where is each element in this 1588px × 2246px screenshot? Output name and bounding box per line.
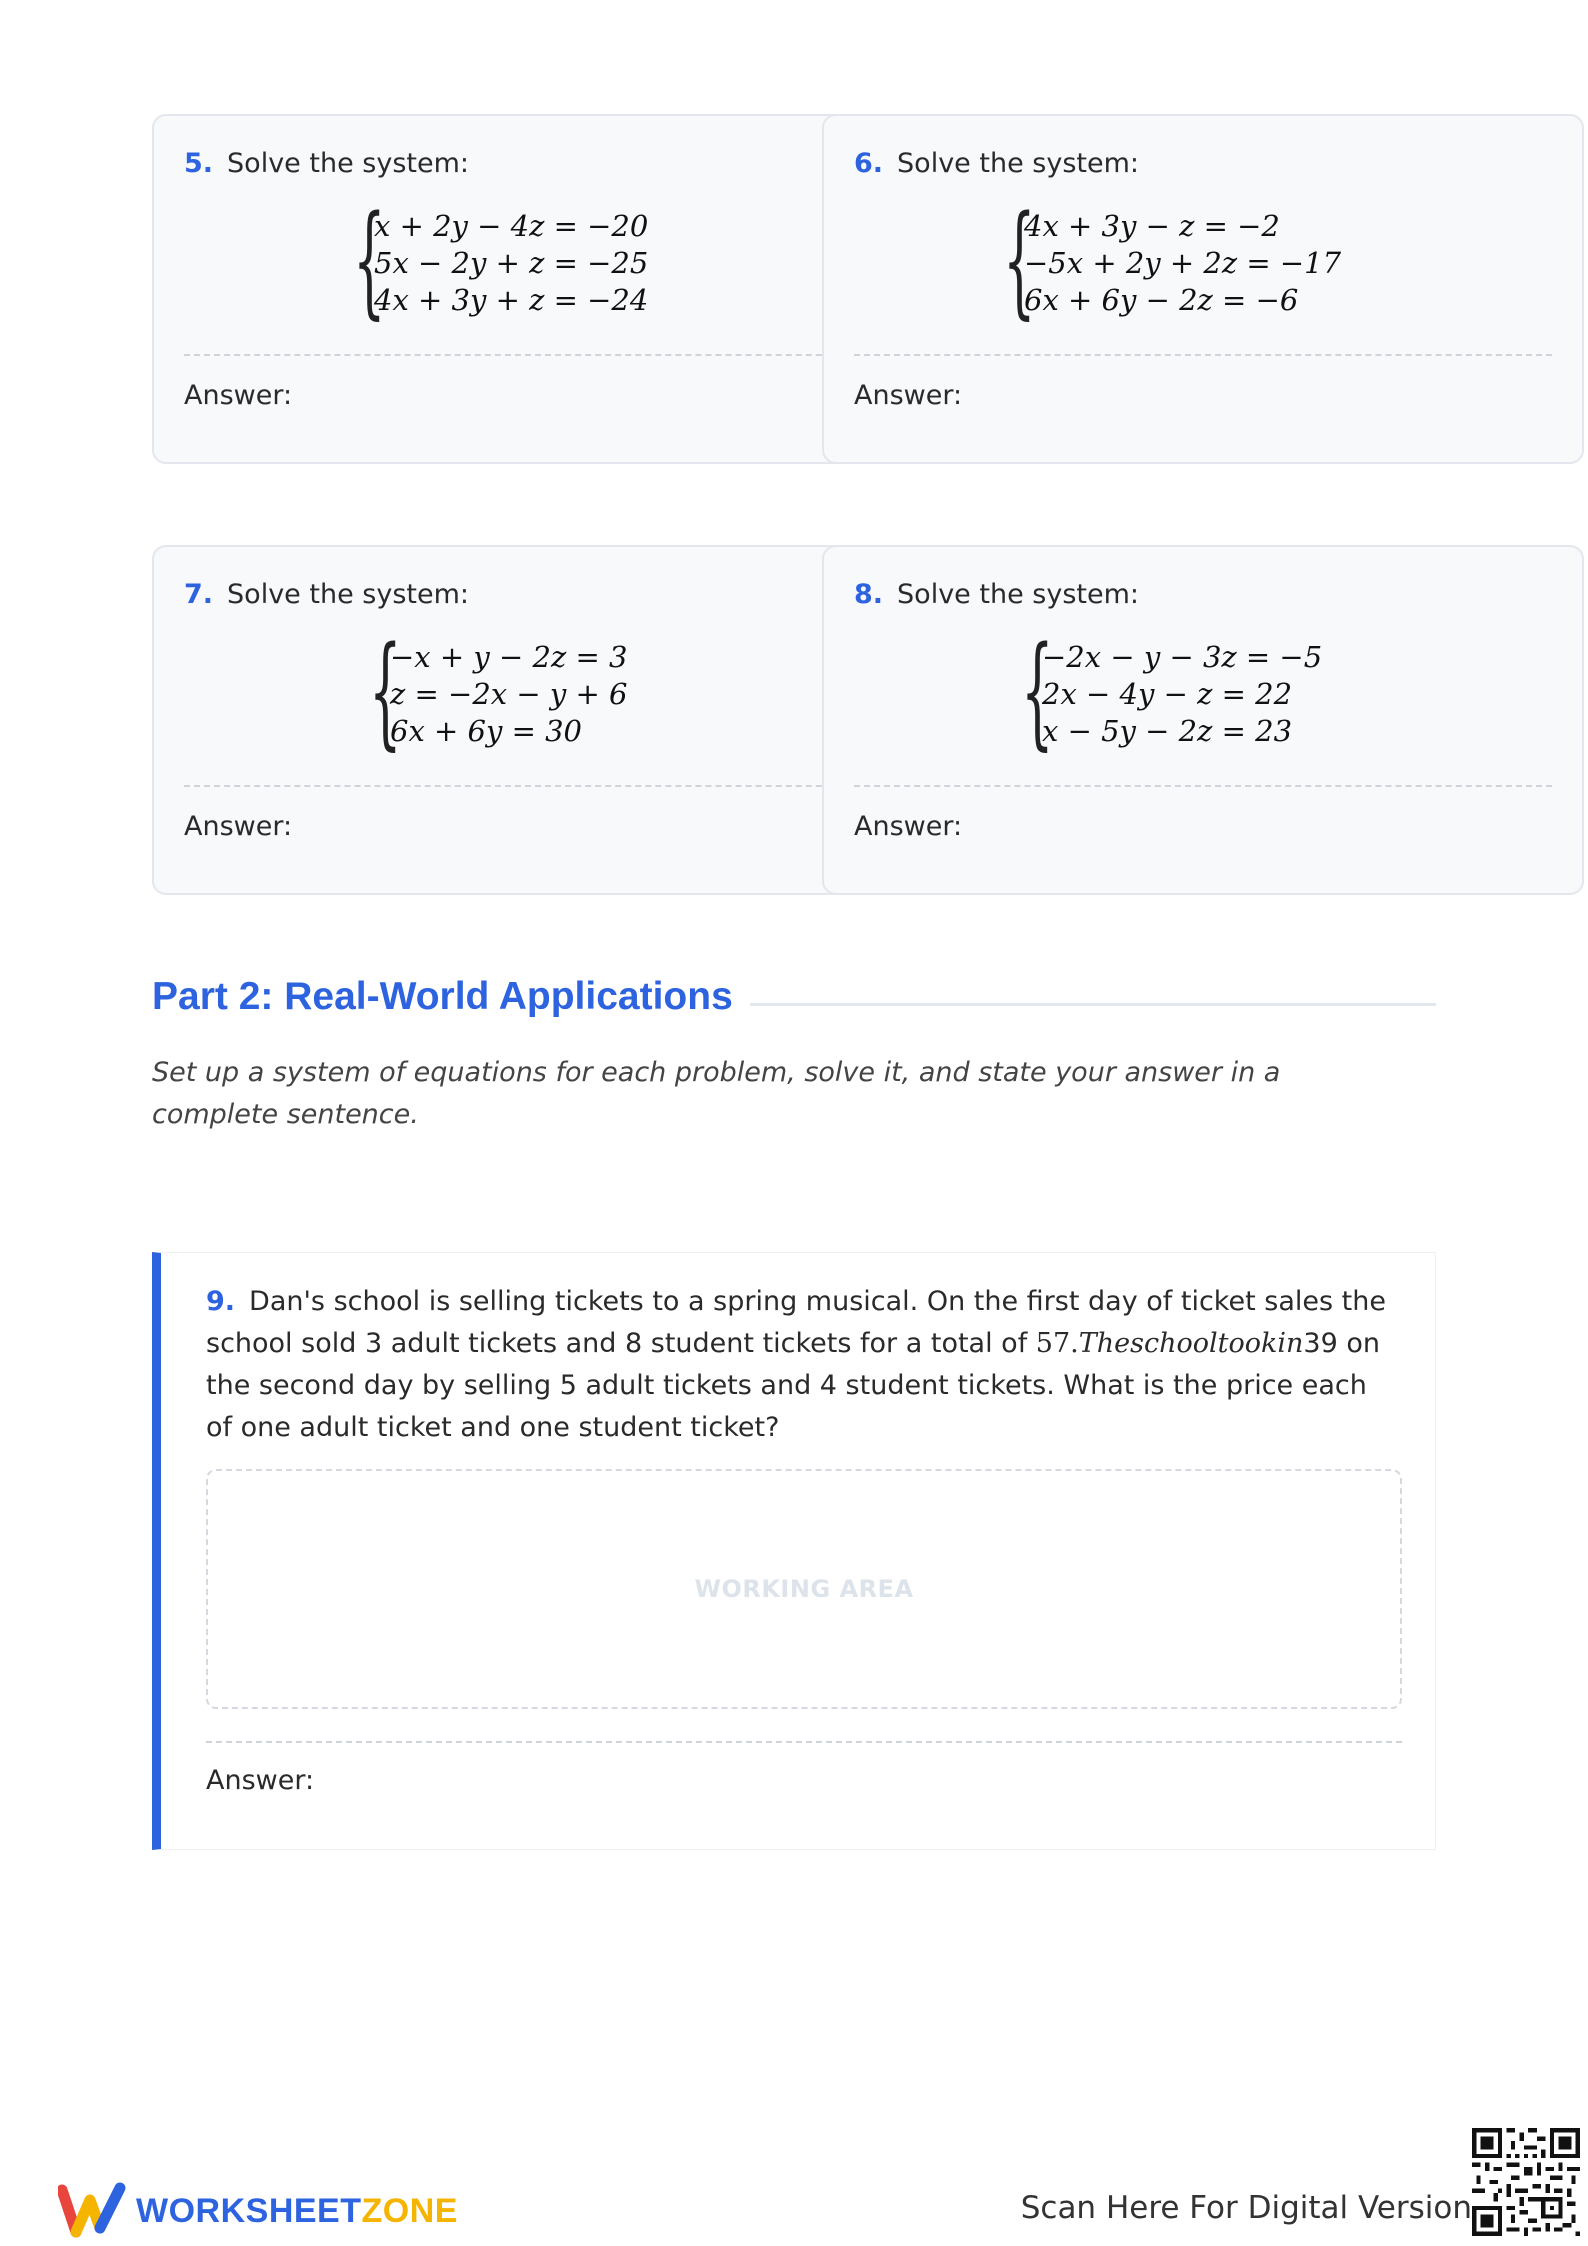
problem-card-5 [152, 114, 914, 464]
answer-divider [854, 354, 1552, 356]
equation: 2x − 4y − z = 22 [1042, 677, 1293, 711]
answer-divider [854, 785, 1552, 787]
equation-system [1014, 620, 1323, 762]
problem-number: 8. [854, 579, 884, 610]
equation: 5x − 2y + z = −25 [374, 246, 649, 280]
equation: 6x + 6y = 30 [390, 714, 583, 748]
answer-label: Answer: [184, 380, 293, 411]
problem-number: 6. [854, 148, 884, 179]
problem-heading [184, 148, 469, 179]
qr-code-icon[interactable] [1472, 2128, 1580, 2236]
word-problem-text [206, 1281, 1386, 1449]
answer-divider [206, 1741, 1402, 1743]
section-divider [750, 1003, 1436, 1006]
word-problem-card-9 [152, 1252, 1436, 1850]
left-brace: { [1020, 620, 1054, 762]
left-brace: { [352, 189, 386, 331]
problem-number: 9. [206, 1286, 236, 1317]
problem-prompt: Solve the system: [897, 148, 1139, 179]
logo-text-zone: ZONE [361, 2191, 458, 2230]
section-instructions: Set up a system of equations for each problem, solve it, and state your answer in a complete sentence. [152, 1057, 1281, 1130]
inline-math-number: 57. [1035, 1328, 1079, 1359]
problem-prompt: Solve the system: [227, 148, 469, 179]
problem-number: 7. [184, 579, 214, 610]
equation-system [346, 189, 649, 331]
answer-label: Answer: [206, 1765, 315, 1796]
answer-divider [184, 785, 882, 787]
working-area[interactable] [206, 1469, 1402, 1709]
equation: 4x + 3y − z = −2 [1024, 209, 1280, 243]
equation: 6x + 6y − 2z = −6 [1024, 283, 1299, 317]
problem-card-6 [822, 114, 1584, 464]
section-title: Part 2: Real-World Applications [152, 975, 733, 1018]
problem-number: 5. [184, 148, 214, 179]
logo-w-icon [58, 2180, 128, 2242]
problem-text-end: 39 on the second day by selling 5 adult tickets and 4 student tickets. What is the price each of one adult ticket and one student ticket? [206, 1328, 1380, 1443]
answer-label: Answer: [854, 811, 963, 842]
answer-label: Answer: [184, 811, 293, 842]
left-brace: { [368, 620, 402, 762]
problem-card-8 [822, 545, 1584, 895]
inline-math-italic: Theschooltookin [1078, 1328, 1304, 1359]
worksheetzone-logo [58, 2180, 458, 2242]
logo-wordmark [136, 2192, 458, 2231]
logo-text-worksheet: WORKSHEET [136, 2191, 362, 2230]
equation: z = −2x − y + 6 [390, 677, 628, 711]
problem-heading [854, 579, 1139, 610]
equation-system [996, 189, 1342, 331]
problem-prompt: Solve the system: [897, 579, 1139, 610]
inline-math [1036, 1328, 1304, 1359]
problem-card-7 [152, 545, 914, 895]
problem-text-start: Dan's school is selling tickets to a spring musical. On the first day of ticket sales the school sold 3 adult tickets and 8 student tickets for a total of [206, 1286, 1386, 1359]
equation: −5x + 2y + 2z = −17 [1024, 246, 1342, 280]
working-area-label: WORKING AREA [694, 1575, 914, 1603]
equation-system [362, 620, 628, 762]
problem-heading [184, 579, 469, 610]
equation: −2x − y − 3z = −5 [1042, 640, 1323, 674]
equation: −x + y − 2z = 3 [390, 640, 628, 674]
problem-heading [854, 148, 1139, 179]
equation: x + 2y − 4z = −20 [374, 209, 649, 243]
equation: x − 5y − 2z = 23 [1042, 714, 1293, 748]
left-brace: { [1002, 189, 1036, 331]
equation: 4x + 3y + z = −24 [374, 283, 649, 317]
answer-label: Answer: [854, 380, 963, 411]
answer-divider [184, 354, 882, 356]
problem-prompt: Solve the system: [227, 579, 469, 610]
scan-caption: Scan Here For Digital Version [1020, 2190, 1472, 2226]
